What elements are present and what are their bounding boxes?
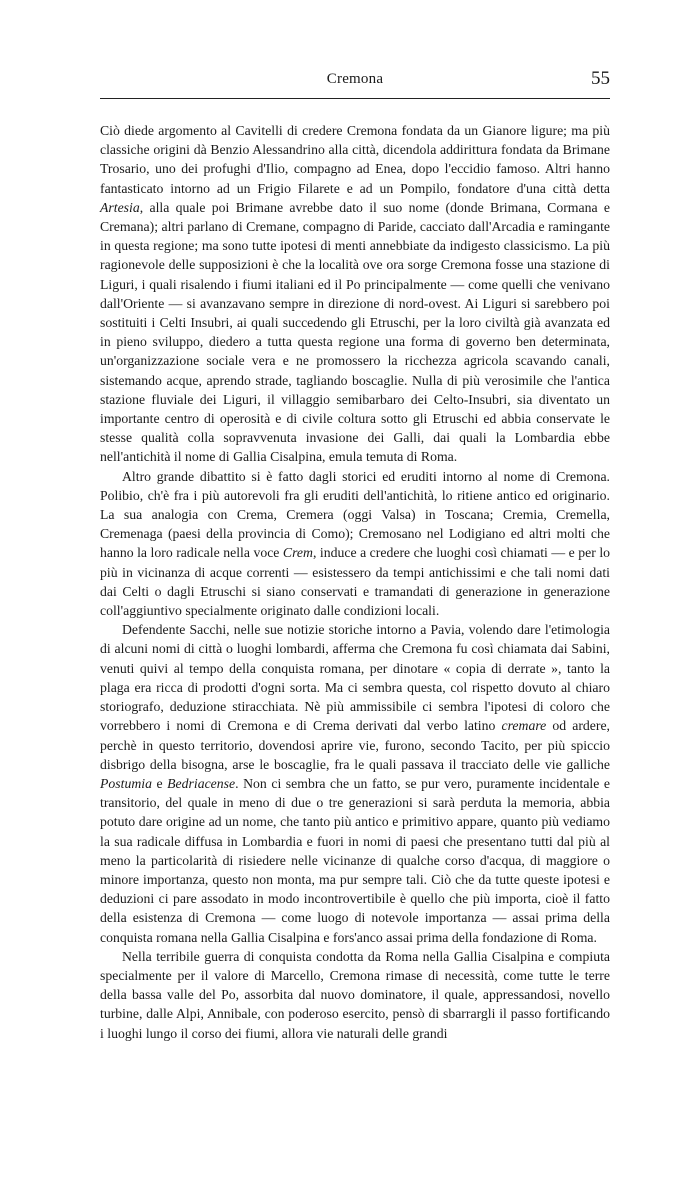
- paragraph: [100, 947, 610, 1043]
- text-run: , induce a credere che luoghi così chiamati — e per lo più in vicinanza di acque correnti — esistessero da tempi antichissimi e che tali nomi dati dai Celti o dagli Etruschi si siano conservati e tramandati di generazione in generazione coll'aggiuntivo specialmente originato dalle condizioni locali.: [100, 545, 611, 619]
- text-run: . Non ci sembra che un fatto, se pur vero, puramente incidentale e transitorio, del quale in meno di due o tre generazioni si sarà perduta la memoria, abbia potuto dare origine ad un nome, che tanto più antico e primitivo appare, quanto più vediamo la sua radicale diffusa in Lombardia e fuori in nomi di paesi che presentano tutti dal più al meno la particolarità di risiedere nelle vicinanze di qualche corso d'acqua, di maggiore o minore importanza, questo non monta, ma pur sempre tali. Ciò che da tutte queste ipotesi e deduzioni ci pare assodato in modo incontrovertibile è quello che più importa, cioè il fatto della esistenza di Cremona — come luogo di notevole importanza — assai prima della conquista romana nella Gallia Cisalpina e fors'anco assai prima della fondazione di Roma.: [100, 775, 610, 945]
- text-run: od ardere, perchè in questo territorio, dovendosi aprire vie, furono, secondo Tacito, per più spiccio disbrigo della bisogna, arse le boscaglie, fra le quali passava il tracciato delle vie galliche: [100, 718, 610, 772]
- text-run: e: [151, 775, 168, 791]
- italic-text: Postumia: [100, 775, 152, 791]
- paragraph: [100, 467, 610, 621]
- italic-text: Artesia: [100, 199, 140, 215]
- italic-text: Crem: [282, 545, 313, 561]
- text-run: , alla quale poi Brimane avrebbe dato il suo nome (donde Brimana, Cormana e Cremana); altri parlano di Cremane, compagno di Paride, cacciato dall'Arcadia e ramingante in questa regione; ma sono tutte ipotesi di menti annebbiate da indigesto classicismo. La più ragionevole delle supposizioni è che la località ove ora sorge Cremona fosse una stazione di Liguri, i quali risalendo i fiumi italiani ed il Po principalmente — come quelli che venivano dall'Oriente — si avanzavano sempre in direzione di nord-ovest. Ai Liguri si sarebbero poi sostituiti i Celti Insubri, ai quali succedendo gli Etruschi, per la loro civiltà già avanzata ed in pieno sviluppo, diedero a tutta questa regione una forma di governo ben determinata, un'organizzazione sociale vera e ne promossero la ricchezza agricola scavando canali, sistemando acque, aprendo strade, tagliando boscaglie. Nulla di più verosimile che l'antica stazione fluviale dei Liguri, il villaggio semibarbaro dei Celto-Insubri, sia diventato un importante centro di operosità e di civile coltura sotto gli Etruschi ed abbia conservate le stesse qualità colla sopravvenuta invasione dei Galli, dai quali la Lombardia ebbe nell'antichità il nome di Gallia Cisalpina, emula temuta di Roma.: [100, 199, 610, 465]
- header-rule: [100, 98, 610, 99]
- body-text: [100, 121, 610, 1043]
- text-run: Altro grande dibattito si è fatto dagli storici ed eruditi intorno al nome di Cremona. Polibio, ch'è fra i più autorevoli fra gli eruditi dell'antichità, lo ritiene antico ed originario. La sua analogia con Crema, Cremera (oggi Valsa) in Toscana; Cremia, Cremella, Cremenaga (paesi della provincia di Como); Cremosano nel Lodigiano ed altri molti che hanno la loro radicale nella voce: [100, 468, 610, 561]
- text-run: Ciò diede argomento al Cavitelli di credere Cremona fondata da un Gianore ligure; ma più classiche origini dà Benzio Alessandrino alla città, dicendola addirittura fondata da Brimane Trosario, uno dei profughi d'Ilio, compagno ad Enea, dopo l'eccidio famoso. Altri hanno fantasticato intorno ad un Frigio Filarete e ad un Pompilo, fondatore d'una città detta: [100, 123, 610, 196]
- paragraph: [100, 121, 610, 467]
- text-run: Nella terribile guerra di conquista condotta da Roma nella Gallia Cisalpina e compiuta specialmente per il valore di Marcello, Cremona rimase di necessità, come tutte le terre della bassa valle del Po, assorbita dal nuovo dominatore, il quale, appressandosi, novello turbine, dalle Alpi, Annibale, con poderoso esercito, pensò di sbarrargli il passo fortificando i luoghi lungo il corso dei fiumi, allora vie naturali delle grandi: [100, 948, 610, 1041]
- running-head: [100, 68, 610, 92]
- italic-text: cremare: [501, 718, 547, 734]
- text-run: Defendente Sacchi, nelle sue notizie storiche intorno a Pavia, volendo dare l'etimologia di alcuni nomi di città o luoghi lombardi, afferma che Cremona fu così chiamata dai Sabini, venuti quivi al tempo della conquista romana, per dinotare « copia di derrate », tanto la plaga era ricca di prodotti d'ogni sorta. Ma ci sembra questa, col rispetto dovuto al chiaro storiografo, deduzione stiracchiata. Nè più ammissibile ci sembra l'ipotesi di coloro che vorrebbero i nomi di Cremona e di Crema derivati dal verbo latino: [100, 622, 610, 734]
- running-title: Cremona: [326, 71, 384, 87]
- italic-text: Bedriacense: [167, 775, 236, 791]
- paragraph: [100, 620, 610, 946]
- page-number: 55: [591, 68, 610, 89]
